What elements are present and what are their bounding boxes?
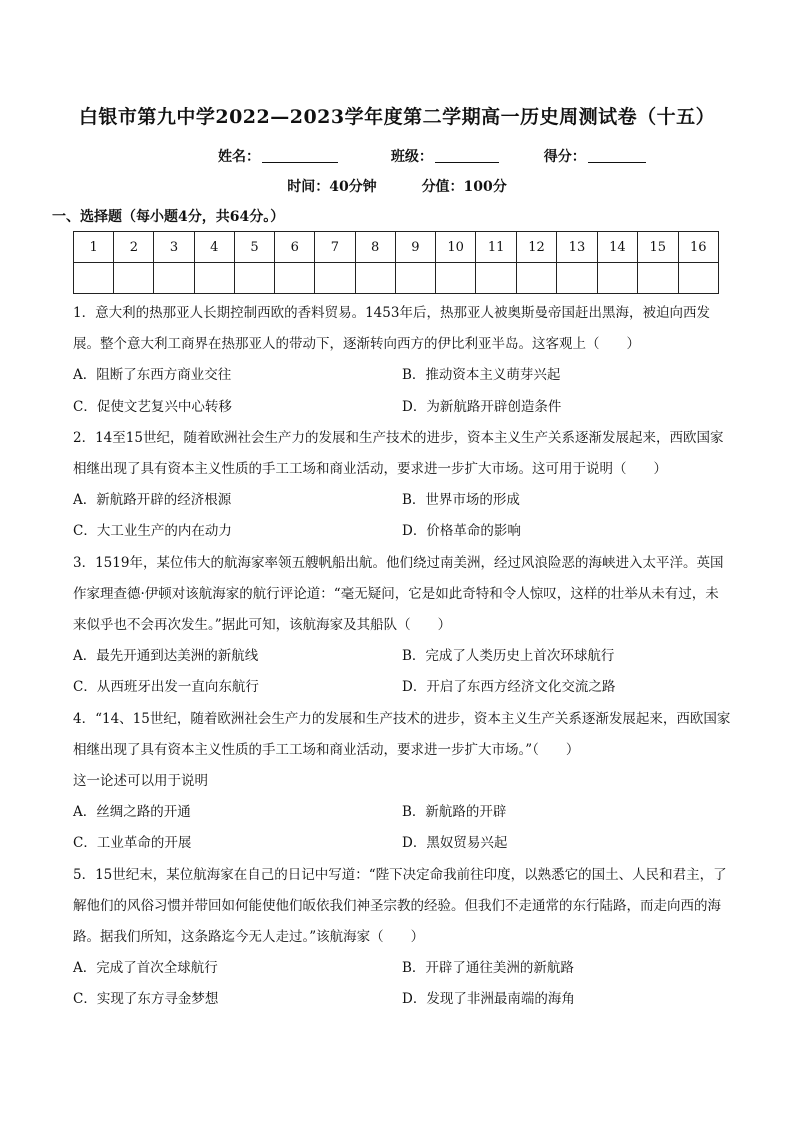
answer-option[interactable]: C．大工业生产的内在动力 xyxy=(73,523,232,540)
question-stem: 5．15世纪末，某位航海家在自己的日记中写道：“陛下决定命我前往印度，以熟悉它的国土、人民和君主，了解他们的风俗习惯并带回如何能使他们皈依我们神圣宗教的经验。但我们不走通常的东行陆路，而走向西的海路。据我们所知，这条路迄今无人走过。”该航海家（ ） xyxy=(73,866,727,946)
answer-option[interactable]: B．新航路的开辟 xyxy=(402,804,507,821)
answer-option[interactable]: A．最先开通到达美洲的新航线 xyxy=(73,648,259,665)
answer-input-cell[interactable] xyxy=(597,263,637,294)
class-field xyxy=(391,146,499,166)
answer-number-cell: 6 xyxy=(275,232,315,263)
paper-title: 白银市第九中学2022—2023学年度第二学期高一历史周测试卷（十五） xyxy=(78,106,716,128)
answer-input-cell[interactable] xyxy=(194,263,234,294)
question-stem: 4．“14、15世纪，随着欧洲社会生产力的发展和生产技术的进步，资本主义生产关系逐渐发展起来，西欧国家相继出现了具有资本主义性质的手工工场和商业活动，要求进一步扩大市场。”（ ） xyxy=(73,710,731,758)
exam-meta-row xyxy=(0,176,794,196)
question-block xyxy=(73,423,731,548)
time-label: 时间：40分钟 xyxy=(287,179,377,195)
answer-number-cell: 8 xyxy=(355,232,395,263)
question-stem: 1．意大利的热那亚人长期控制西欧的香料贸易。1453年后，热那亚人被奥斯曼帝国赶出黑海，被迫向西发展。整个意大利工商界在热那亚人的带动下，逐渐转向西方的伊比利亚半岛。这客观上（ ） xyxy=(73,305,710,353)
option-list xyxy=(73,797,731,859)
answer-option[interactable]: D．开启了东西方经济文化交流之路 xyxy=(402,679,616,696)
answer-option[interactable]: D．黑奴贸易兴起 xyxy=(402,835,508,852)
question-block xyxy=(73,704,731,860)
answer-input-cell[interactable] xyxy=(74,263,114,294)
answer-input-cell[interactable] xyxy=(678,263,719,294)
answer-number-cell: 13 xyxy=(557,232,597,263)
answer-option[interactable]: A．完成了首次全球航行 xyxy=(73,960,218,977)
section-heading: 一、选择题（每小题4分，共64分。） xyxy=(52,209,285,225)
question-list xyxy=(73,298,731,1016)
answer-number-cell: 1 xyxy=(74,232,114,263)
name-blank[interactable] xyxy=(262,148,338,163)
question-stem: 2．14至15世纪，随着欧洲社会生产力的发展和生产技术的进步，资本主义生产关系逐渐发展起来，西欧国家相继出现了具有资本主义性质的手工工场和商业活动，要求进一步扩大市场。这可用于说明（ ） xyxy=(73,429,724,478)
question-block xyxy=(73,860,731,1016)
answer-option[interactable]: C．促使文艺复兴中心转移 xyxy=(73,398,232,415)
answer-number-cell: 4 xyxy=(194,232,234,263)
question-stem: 3．1519年，某位伟大的航海家率领五艘帆船出航。他们绕过南美洲，经过风浪险恶的海峡进入太平洋。英国作家理查德·伊顿对该航海家的航行评论道：“毫无疑问，它是如此奇特和令人惊叹，这样的壮举从未有过，未来似乎也不会再次发生。”据此可知，该航海家及其船队（ ） xyxy=(73,554,724,634)
name-field xyxy=(218,146,338,166)
question-block xyxy=(73,548,731,704)
option-list xyxy=(73,641,731,703)
answer-number-cell: 16 xyxy=(678,232,719,263)
answer-option[interactable]: A．阻断了东西方商业交往 xyxy=(73,367,232,384)
answer-input-cell[interactable] xyxy=(516,263,556,294)
answer-number-cell: 3 xyxy=(154,232,194,263)
answer-number-cell: 10 xyxy=(435,232,475,263)
answer-input-cell[interactable] xyxy=(638,263,678,294)
answer-option[interactable]: D．发现了非洲最南端的海角 xyxy=(402,991,575,1008)
answer-option[interactable]: C．从西班牙出发一直向东航行 xyxy=(73,679,259,696)
answer-number-cell: 7 xyxy=(315,232,355,263)
answer-option[interactable]: C．工业革命的开展 xyxy=(73,835,192,852)
option-list xyxy=(73,953,731,1015)
answer-option[interactable]: A．新航路开辟的经济根源 xyxy=(73,492,232,509)
score-label: 得分： xyxy=(543,149,586,165)
answer-input-cell[interactable] xyxy=(114,263,154,294)
answer-input-cell[interactable] xyxy=(315,263,355,294)
answer-input-cell[interactable] xyxy=(355,263,395,294)
answer-option[interactable]: B．世界市场的形成 xyxy=(402,492,520,509)
answer-option[interactable]: B．推动资本主义萌芽兴起 xyxy=(402,367,561,384)
name-label: 姓名： xyxy=(218,149,260,165)
answer-number-cell: 12 xyxy=(516,232,556,263)
question-block xyxy=(73,298,731,423)
answer-input-row xyxy=(74,263,719,294)
score-field xyxy=(544,146,646,166)
value-label: 分值：100分 xyxy=(421,179,507,195)
answer-input-cell[interactable] xyxy=(435,263,475,294)
answer-number-cell: 14 xyxy=(597,232,637,263)
answer-input-cell[interactable] xyxy=(275,263,315,294)
answer-grid xyxy=(73,231,719,294)
class-label: 班级： xyxy=(390,149,433,165)
answer-option[interactable]: C．实现了东方寻金梦想 xyxy=(73,991,219,1008)
answer-input-cell[interactable] xyxy=(395,263,435,294)
answer-option[interactable]: B．开辟了通往美洲的新航路 xyxy=(402,960,574,977)
question-stem-continued: 这一论述可以用于说明 xyxy=(73,773,208,790)
answer-option[interactable]: D．为新航路开辟创造条件 xyxy=(402,398,562,415)
answer-input-cell[interactable] xyxy=(557,263,597,294)
answer-option[interactable]: B．完成了人类历史上首次环球航行 xyxy=(402,648,615,665)
answer-input-cell[interactable] xyxy=(234,263,274,294)
answer-option[interactable]: A．丝绸之路的开通 xyxy=(73,804,191,821)
answer-number-cell: 9 xyxy=(395,232,435,263)
answer-number-row xyxy=(74,232,719,263)
student-info-row xyxy=(218,146,646,166)
answer-number-cell: 5 xyxy=(234,232,274,263)
class-blank[interactable] xyxy=(435,148,499,163)
answer-option[interactable]: D．价格革命的影响 xyxy=(402,523,521,540)
score-blank[interactable] xyxy=(588,148,646,163)
answer-number-cell: 11 xyxy=(476,232,516,263)
option-list xyxy=(73,360,731,422)
answer-input-cell[interactable] xyxy=(154,263,194,294)
answer-number-cell: 2 xyxy=(114,232,154,263)
answer-input-cell[interactable] xyxy=(476,263,516,294)
option-list xyxy=(73,485,731,547)
answer-number-cell: 15 xyxy=(638,232,678,263)
